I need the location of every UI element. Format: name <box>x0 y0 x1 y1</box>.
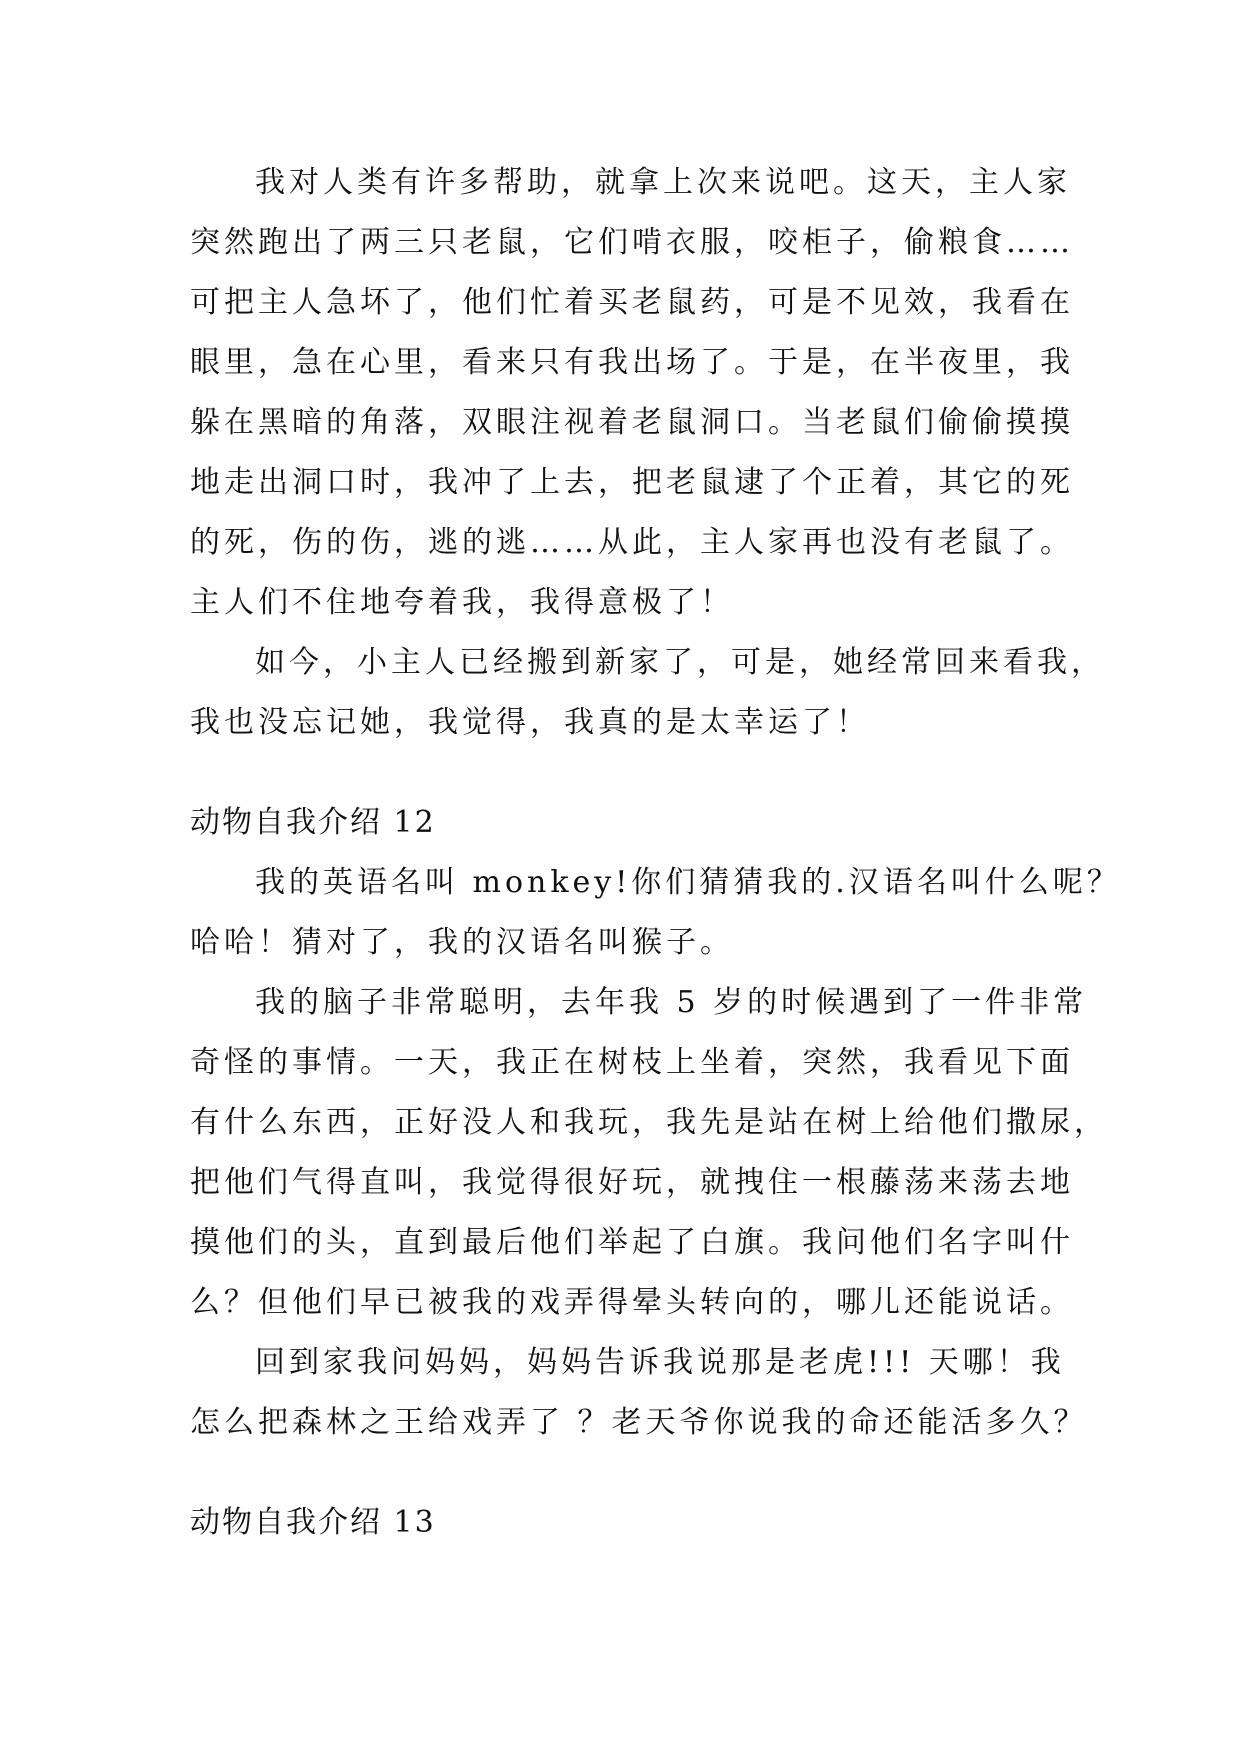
paragraph-line: 主人们不住地夸着我，我得意极了！ <box>190 585 734 620</box>
paragraph-line: 有什么东西，正好没人和我玩，我先是站在树上给他们撒尿， <box>190 1105 1108 1140</box>
paragraph-line: 怎么把森林之王给戏弄了 ？老天爷你说我的命还能活多久？ <box>190 1405 1088 1440</box>
paragraph-line: 摸他们的头，直到最后他们举起了白旗。我问他们名字叫什 <box>190 1225 1074 1260</box>
paragraph-line: 哈哈！猜对了，我的汉语名叫猴子。 <box>190 925 734 960</box>
paragraph-line: 我的英语名叫 monkey!你们猜猜我的.汉语名叫什么呢？ <box>255 865 1121 900</box>
paragraph-line: 我对人类有许多帮助，就拿上次来说吧。这天，主人家 <box>255 165 1071 200</box>
paragraph-line: 把他们气得直叫，我觉得很好玩，就拽住一根藤荡来荡去地 <box>190 1165 1074 1200</box>
paragraph-line: 我的脑子非常聪明，去年我 5 岁的时候遇到了一件非常 <box>255 985 1088 1020</box>
section-heading: 动物自我介绍 12 <box>190 805 436 840</box>
paragraph-line: 眼里，急在心里，看来只有我出场了。于是，在半夜里，我 <box>190 345 1074 380</box>
paragraph-line: 突然跑出了两三只老鼠，它们啃衣服，咬柜子，偷粮食…… <box>190 225 1074 260</box>
paragraph-line: 可把主人急坏了，他们忙着买老鼠药，可是不见效，我看在 <box>190 285 1074 320</box>
paragraph-line: 地走出洞口时，我冲了上去，把老鼠逮了个正着，其它的死 <box>190 465 1074 500</box>
paragraph-line: 回到家我问妈妈，妈妈告诉我说那是老虎!!! 天哪！我 <box>255 1345 1065 1380</box>
section-heading: 动物自我介绍 13 <box>190 1505 436 1540</box>
paragraph-line: 如今，小主人已经搬到新家了，可是，她经常回来看我， <box>255 645 1105 680</box>
paragraph-line: 我也没忘记她，我觉得，我真的是太幸运了！ <box>190 705 870 740</box>
paragraph-line: 么？但他们早已被我的戏弄得晕头转向的，哪儿还能说话。 <box>190 1285 1074 1320</box>
paragraph-line: 奇怪的事情。一天，我正在树枝上坐着，突然，我看见下面 <box>190 1045 1074 1080</box>
paragraph-line: 躲在黑暗的角落，双眼注视着老鼠洞口。当老鼠们偷偷摸摸 <box>190 405 1074 440</box>
paragraph-line: 的死，伤的伤，逃的逃……从此，主人家再也没有老鼠了。 <box>190 525 1074 560</box>
